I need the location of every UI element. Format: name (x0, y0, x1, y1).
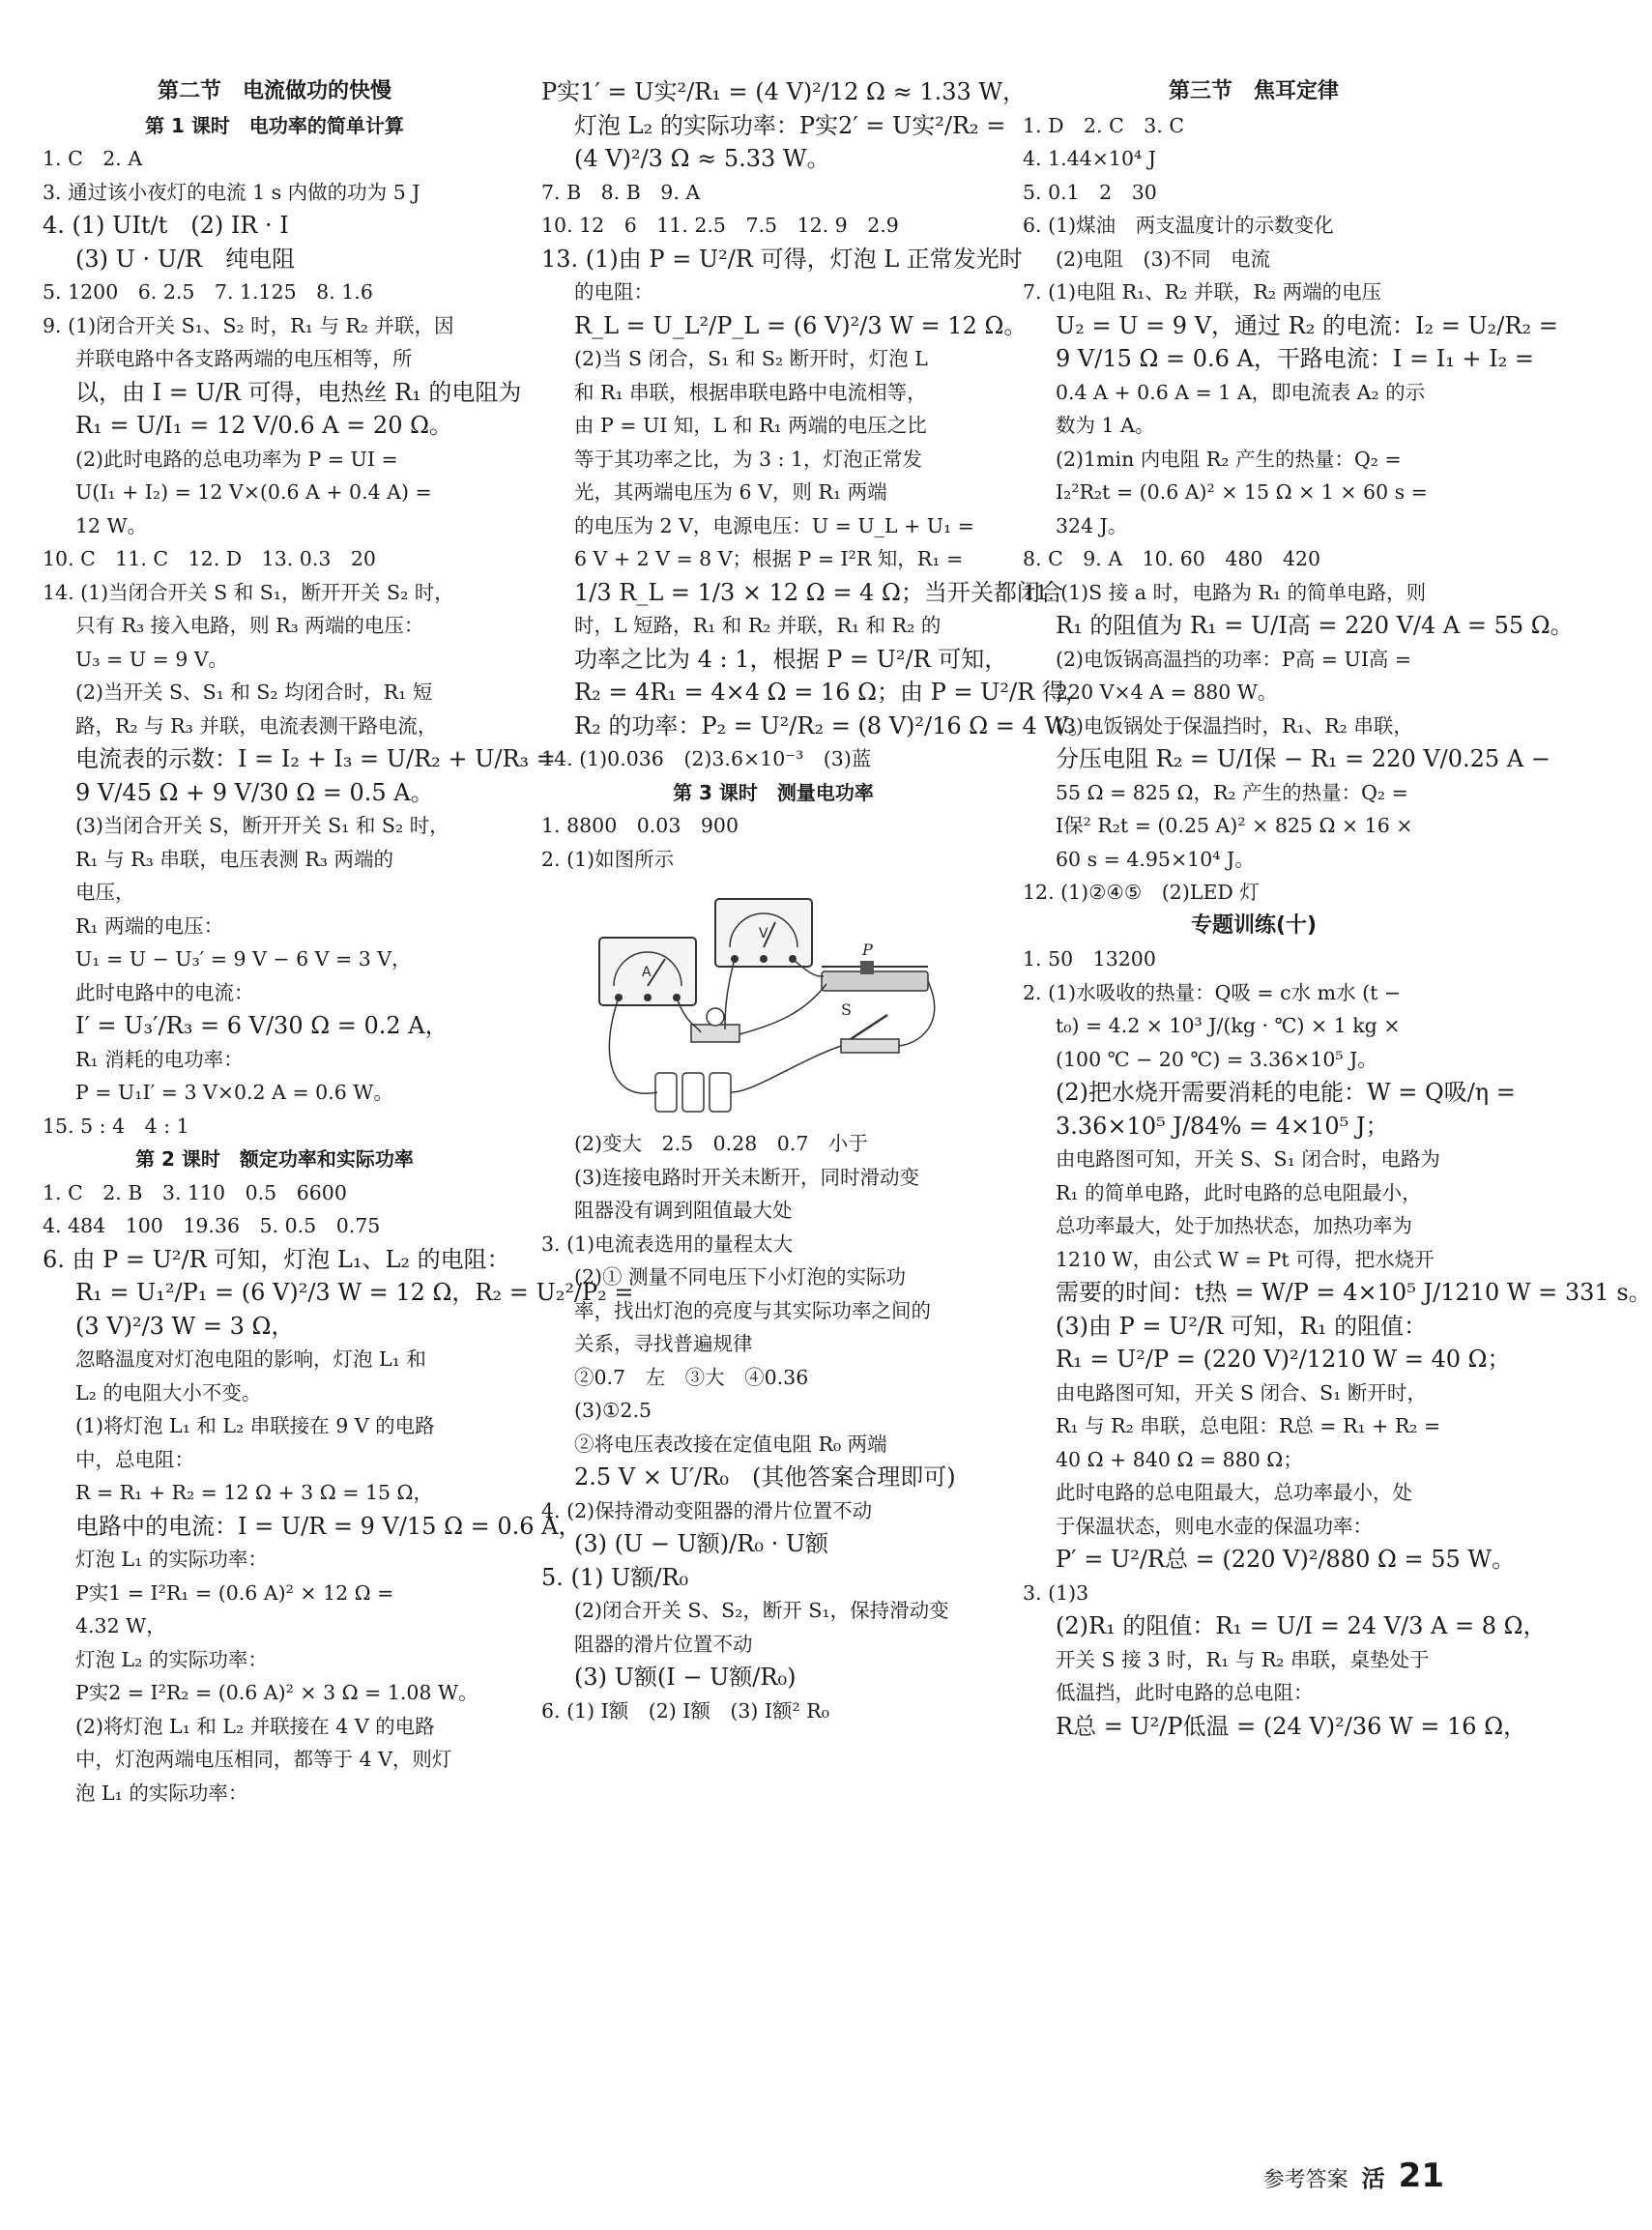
text-line: 以，由 I = U/R 可得，电热丝 R₁ 的电阻为 (75, 378, 522, 406)
battery-icon (655, 1073, 731, 1112)
text-line: 分压电阻 R₂ = U/I保 − R₁ = 220 V/0.25 A − (1056, 745, 1551, 772)
switch-icon (841, 1000, 899, 1053)
text-line: (2)电饭锅高温挡的功率：P高 = UI高 = (1056, 647, 1412, 671)
text-line: U(I₁ + I₂) = 12 V×(0.6 A + 0.4 A) = (75, 480, 432, 504)
text-line: 泡 L₁ 的实际功率： (75, 1781, 248, 1805)
footer-label: 参考答案 (1262, 2168, 1348, 2192)
text-line: 此时电路中的电流： (75, 980, 254, 1004)
text-line: 电流表的示数：I = I₂ + I₃ = U/R₂ + U/R₃ = (75, 745, 556, 772)
column-middle-bottom (541, 1127, 1005, 1727)
text-line: P′ = U²/R总 = (220 V)²/880 Ω = 55 W。 (1056, 1546, 1516, 1573)
page-footer (1263, 2157, 1444, 2195)
text-line: 1. D 2. C 3. C (1023, 113, 1185, 137)
text-line: U₁ = U − U₃′ = 9 V − 6 V = 3 V， (75, 947, 412, 970)
text-line: 324 J。 (1056, 513, 1128, 537)
text-line: 1210 W，由公式 W = Pt 可得，把水烧开 (1056, 1247, 1435, 1271)
text-line: 等于其功率之比，为 3 : 1，灯泡正常发 (574, 447, 923, 471)
text-line: 第 3 课时 测量电功率 (673, 780, 874, 804)
page-number: 21 (1398, 2157, 1444, 2195)
text-line: (3)①2.5 (574, 1399, 652, 1422)
text-line: R₁ = U/I₁ = 12 V/0.6 A = 20 Ω。 (75, 412, 452, 439)
text-line: (3)连接电路时开关未断开，同时滑动变 (574, 1165, 920, 1189)
text-line: 4. 484 100 19.36 5. 0.5 0.75 (43, 1214, 381, 1237)
text-line: 12 W。 (75, 513, 148, 537)
text-line: 6. (1) I额 (2) I额 (3) I额² R₀ (541, 1698, 829, 1723)
text-line: 15. 5 : 4 4 : 1 (43, 1114, 189, 1138)
text-line: 关系，寻找普遍规律 (574, 1332, 753, 1355)
ammeter-icon (599, 938, 696, 1005)
text-line: (100 ℃ − 20 ℃) = 3.36×10⁵ J。 (1056, 1047, 1377, 1071)
text-line: P实1 = I²R₁ = (0.6 A)² × 12 Ω = (75, 1580, 394, 1605)
text-line: 3. (1)3 (1023, 1580, 1089, 1605)
text-line: 此时电路的总电阻最大，总功率最小，处 (1056, 1481, 1412, 1504)
text-line: 阻器的滑片位置不动 (574, 1632, 753, 1656)
text-line: 14. (1)0.036 (2)3.6×10⁻³ (3)蓝 (541, 747, 872, 770)
column-right (1023, 75, 1652, 2143)
text-line: (2)将灯泡 L₁ 和 L₂ 并联接在 4 V 的电路 (75, 1714, 435, 1738)
text-line: 时，L 短路，R₁ 和 R₂ 并联，R₁ 和 R₂ 的 (574, 614, 942, 637)
text-line: 6 V + 2 V = 8 V；根据 P = I²R 知，R₁ = (574, 547, 964, 570)
text-line: 专题训练(十) (1190, 912, 1318, 938)
text-line: 10. C 11. C 12. D 13. 0.3 20 (43, 547, 376, 570)
lamp-icon (691, 1008, 739, 1042)
text-line: 11. (1)S 接 a 时，电路为 R₁ 的简单电路，则 (1023, 580, 1427, 604)
text-line: 于保温状态，则电水壶的保温功率： (1056, 1514, 1373, 1538)
text-line: 4. 1.44×10⁴ J (1023, 147, 1156, 170)
text-line: 3. (1)电流表选用的量程太大 (541, 1231, 794, 1256)
text-line: 4. (2)保持滑动变阻器的滑片位置不动 (541, 1498, 873, 1522)
text-line: 5. 0.1 2 30 (1023, 180, 1157, 204)
text-line: (2)R₁ 的阻值：R₁ = U/I = 24 V/3 A = 8 Ω， (1056, 1612, 1547, 1639)
text-line: R₂ 的功率：P₂ = U²/R₂ = (8 V)²/16 Ω = 4 W。 (574, 711, 1092, 739)
rheostat-label: P (862, 941, 873, 959)
text-line: (3) U额(I − U额/R₀) (574, 1664, 797, 1691)
text-line: 13. (1)由 P = U²/R 可得，灯泡 L 正常发光时 (541, 245, 1023, 273)
text-line: 8. C 9. A 10. 60 480 420 (1023, 547, 1321, 570)
voltmeter-label: V (759, 926, 768, 941)
text-line: (1)将灯泡 L₁ 和 L₂ 串联接在 9 V 的电路 (75, 1414, 435, 1437)
text-line: (3) (U − U额)/R₀ · U额 (574, 1530, 829, 1557)
text-line: (3)电饭锅处于保温挡时，R₁、R₂ 串联， (1056, 713, 1413, 738)
text-line: 55 Ω = 825 Ω，R₂ 产生的热量：Q₂ = (1056, 780, 1408, 804)
text-line: 第 1 课时 电功率的简单计算 (145, 113, 404, 137)
text-line: R₁ 的简单电路，此时电路的总电阻最小， (1056, 1180, 1422, 1204)
text-line: U₃ = U = 9 V。 (75, 647, 229, 671)
text-line: P = U₁I′ = 3 V×0.2 A = 0.6 W。 (75, 1081, 393, 1104)
text-line: 路，R₂ 与 R₃ 并联，电流表测干路电流， (75, 713, 438, 738)
text-line: 40 Ω + 840 Ω = 880 Ω； (1056, 1447, 1303, 1471)
text-line: (3) U · U/R 纯电阻 (75, 245, 296, 273)
text-line: (2)把水烧开需要消耗的电能：W = Q吸/η = (1056, 1079, 1516, 1106)
footer-brand: 活 (1361, 2165, 1385, 2192)
text-line: (2)1min 内电阻 R₂ 产生的热量：Q₂ = (1056, 447, 1402, 471)
text-line: 第 2 课时 额定功率和实际功率 (135, 1147, 414, 1171)
text-line: 12. (1)②④⑤ (2)LED 灯 (1023, 881, 1260, 904)
text-line: 220 V×4 A = 880 W。 (1056, 681, 1278, 704)
text-line: 灯泡 L₁ 的实际功率： (75, 1548, 268, 1571)
text-line: 需要的时间：t热 = W/P = 4×10⁵ J/1210 W = 331 s。 (1056, 1279, 1652, 1306)
text-line: 1. 50 13200 (1023, 947, 1156, 970)
text-line: 1. 8800 0.03 900 (541, 814, 739, 837)
text-line: 忽略温度对灯泡电阻的影响，灯泡 L₁ 和 (75, 1347, 426, 1371)
text-line: R₁ 消耗的电功率： (75, 1047, 244, 1071)
text-line: P实1′ = U实²/R₁ = (4 V)²/12 Ω ≈ 1.33 W， (541, 78, 1027, 105)
text-line: 由电路图可知，开关 S、S₁ 闭合时，电路为 (1056, 1147, 1440, 1171)
text-line: 开关 S 接 3 时，R₁ 与 R₂ 串联，桌垫处于 (1056, 1647, 1430, 1671)
text-line: R₁ 与 R₂ 串联，总电阻：R总 = R₁ + R₂ = (1056, 1414, 1441, 1437)
text-line: 2. (1)水吸收的热量：Q吸 = c水 m水 (t − (1023, 980, 1402, 1004)
text-line: L₂ 的电阻大小不变。 (75, 1380, 262, 1405)
text-line: I′ = U₃′/R₃ = 6 V/30 Ω = 0.2 A， (75, 1012, 449, 1039)
text-line: 电路中的电流：I = U/R = 9 V/15 Ω = 0.6 A， (75, 1512, 582, 1540)
text-line: (2)此时电路的总电功率为 P = UI = (75, 447, 398, 471)
text-line: 2.5 V × U′/R₀ (其他答案合理即可) (574, 1463, 956, 1491)
text-line: 6. (1)煤油 两支温度计的示数变化 (1023, 214, 1334, 237)
text-line: 1/3 R_L = 1/3 × 12 Ω = 4 Ω；当开关都闭合 (574, 578, 1063, 606)
text-line: 5. (1) U额/R₀ (541, 1563, 689, 1591)
text-line: ②将电压表改接在定值电阻 R₀ 两端 (574, 1432, 887, 1456)
text-line: R₁ = U₁²/P₁ = (6 V)²/3 W = 12 Ω，R₂ = U₂²/P₂ = (75, 1279, 634, 1306)
text-line: 4.32 W， (75, 1614, 166, 1637)
text-line: 和 R₁ 串联，根据串联电路中电流相等， (574, 380, 927, 404)
text-line: R_L = U_L²/P_L = (6 V)²/3 W = 12 Ω。 (574, 311, 1028, 339)
text-line: (3 V)²/3 W = 3 Ω， (75, 1312, 295, 1340)
text-line: R₁ = U²/P = (220 V)²/1210 W = 40 Ω； (1056, 1346, 1511, 1373)
text-line: 3. 通过该小夜灯的电流 1 s 内做的功为 5 J (43, 180, 420, 204)
text-line: R₁ 的阻值为 R₁ = U/I高 = 220 V/4 A = 55 Ω。 (1056, 612, 1574, 639)
text-line: (2)当 S 闭合，S₁ 和 S₂ 断开时，灯泡 L (574, 347, 928, 370)
text-line: 由电路图可知，开关 S 闭合、S₁ 断开时， (1056, 1380, 1427, 1405)
text-line: 14. (1)当闭合开关 S 和 S₁，断开开关 S₂ 时， (43, 580, 454, 604)
text-line: 光，其两端电压为 6 V，则 R₁ 两端 (574, 480, 887, 504)
voltmeter-icon (715, 899, 812, 967)
text-line: 中，总电阻： (75, 1447, 194, 1471)
text-line: 功率之比为 4 : 1，根据 P = U²/R 可知， (574, 645, 1008, 673)
text-line: 9 V/15 Ω = 0.6 A，干路电流：I = I₁ + I₂ = (1056, 345, 1535, 372)
text-line: 灯泡 L₂ 的实际功率： (75, 1647, 268, 1671)
text-line: 第三节 焦耳定律 (1168, 79, 1339, 103)
text-line: (2)变大 2.5 0.28 0.7 小于 (574, 1132, 868, 1155)
text-line: t₀) = 4.2 × 10³ J/(kg · ℃) × 1 kg × (1056, 1014, 1401, 1037)
text-line: 3.36×10⁵ J/84% = 4×10⁵ J； (1056, 1112, 1389, 1140)
text-line: I₂²R₂t = (0.6 A)² × 15 Ω × 1 × 60 s = (1056, 480, 1428, 504)
text-line: 低温挡，此时电路的总电阻： (1056, 1681, 1314, 1704)
text-line: 7. (1)电阻 R₁、R₂ 并联，R₂ 两端的电压 (1023, 280, 1382, 304)
text-line: 并联电路中各支路两端的电压相等，所 (75, 347, 413, 370)
text-line: 5. 1200 6. 2.5 7. 1.125 8. 1.6 (43, 280, 373, 304)
text-line: (4 V)²/3 Ω ≈ 5.33 W。 (574, 145, 830, 172)
text-line: 率，找出灯泡的亮度与其实际功率之间的 (574, 1298, 931, 1322)
text-line: (2)电阻 (3)不同 电流 (1056, 246, 1271, 271)
circuit-diagram (580, 880, 947, 1121)
text-line: 2. (1)如图所示 (541, 847, 675, 871)
text-line: (2)① 测量不同电压下小灯泡的实际功 (574, 1265, 907, 1289)
text-line: 7. B 8. B 9. A (541, 180, 701, 204)
text-line: 1. C 2. B 3. 110 0.5 6600 (43, 1180, 347, 1204)
text-line: (2)闭合开关 S、S₂，断开 S₁，保持滑动变 (574, 1599, 949, 1622)
text-line: ②0.7 左 ③大 ④0.36 (574, 1365, 809, 1389)
text-line: R₂ = 4R₁ = 4×4 Ω = 16 Ω；由 P = U²/R 得， (574, 679, 1088, 706)
text-line: 1. C 2. A (43, 147, 143, 170)
text-line: P实2 = I²R₂ = (0.6 A)² × 3 Ω = 1.08 W。 (75, 1681, 478, 1704)
text-line: 9 V/45 Ω + 9 V/30 Ω = 0.5 A。 (75, 778, 434, 806)
text-line: (3)由 P = U²/R 可知，R₁ 的阻值： (1056, 1312, 1428, 1340)
text-line: 数为 1 A。 (1056, 414, 1155, 437)
text-line: (3)当闭合开关 S，断开开关 S₁ 和 S₂ 时， (75, 814, 449, 837)
text-line: (2)当开关 S、S₁ 和 S₂ 均闭合时，R₁ 短 (75, 681, 433, 704)
rheostat-icon (822, 941, 928, 991)
text-line: 中，灯泡两端电压相同，都等于 4 V，则灯 (75, 1748, 452, 1771)
text-line: R₁ 两端的电压： (75, 913, 224, 938)
text-line: 9. (1)闭合开关 S₁、S₂ 时，R₁ 与 R₂ 并联，因 (43, 313, 454, 337)
text-line: 总功率最大，处于加热状态，加热功率为 (1056, 1214, 1412, 1237)
text-line: 阻器没有调到阻值最大处 (574, 1199, 793, 1222)
text-line: 的电阻： (574, 280, 653, 304)
text-line: R₁ 与 R₃ 串联，电压表测 R₃ 两端的 (75, 847, 394, 871)
text-line: 10. 12 6 11. 2.5 7.5 12. 9 2.9 (541, 214, 899, 237)
text-line: I保² R₂t = (0.25 A)² × 825 Ω × 16 × (1056, 814, 1413, 837)
text-line: 的电压为 2 V，电源电压：U = U_L + U₁ = (574, 513, 974, 537)
text-line: 60 s = 4.95×10⁴ J。 (1056, 847, 1255, 871)
text-line: 4. (1) UIt/t (2) IR · I (43, 212, 289, 239)
switch-label: S (841, 1000, 852, 1019)
text-line: R总 = U²/P低温 = (24 V)²/36 W = 16 Ω， (1056, 1712, 1527, 1740)
text-line: 0.4 A + 0.6 A = 1 A，即电流表 A₂ 的示 (1056, 380, 1426, 404)
text-line: 灯泡 L₂ 的实际功率：P实2′ = U实²/R₂ = (574, 111, 1006, 139)
circuit-figure (541, 880, 1005, 1121)
text-line: U₂ = U = 9 V，通过 R₂ 的电流：I₂ = U₂/R₂ = (1056, 311, 1558, 339)
text-line: 第二节 电流做功的快慢 (157, 79, 391, 103)
text-line: 6. 由 P = U²/R 可知，灯泡 L₁、L₂ 的电阻： (43, 1245, 510, 1273)
text-line: 只有 R₃ 接入电路，则 R₃ 两端的电压： (75, 614, 424, 637)
text-line: R = R₁ + R₂ = 12 Ω + 3 Ω = 15 Ω， (75, 1481, 434, 1504)
text-line: 由 P = UI 知，L 和 R₁ 两端的电压之比 (574, 414, 927, 437)
ammeter-label: A (642, 965, 652, 980)
text-line: 电压， (75, 881, 135, 904)
